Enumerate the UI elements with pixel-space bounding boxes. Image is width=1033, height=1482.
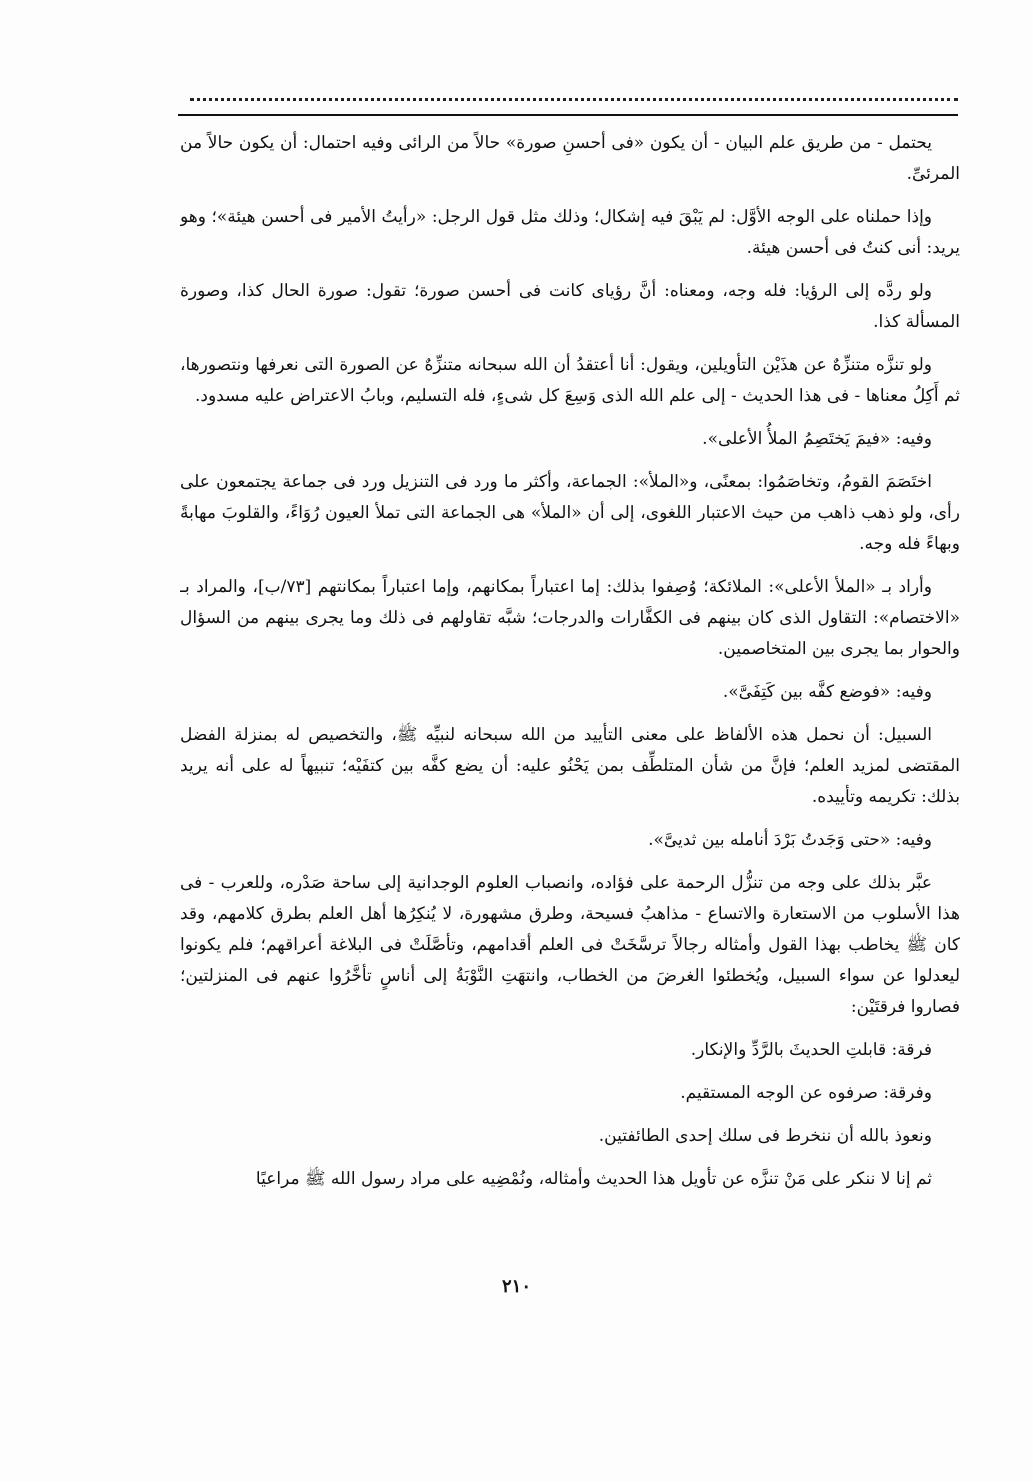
paragraph: السبيل: أن نحمل هذه الألفاظ على معنى التأييد من الله سبحانه لنبيِّه ﷺ، والتخصيص له بمنزلة الفضل المقتضى لمزيد العلم؛ فإنَّ من شأن المتلطِّف بمن يَحْنُو عليه: أن يضع كفَّه بين كتفَيْه؛ تنبيهاً له على أنه يريد بذلك: تكريمه وتأييده. xyxy=(180,725,960,807)
paragraph: وأراد بـ «الملأ الأعلى»: الملائكة؛ وُصِفوا بذلك: إما اعتباراً بمكانهم، وإما اعتباراً بمكانتهم [٧٣/ب]، والمراد بـ «الاختصام»: التقاول الذى كان بينهم فى الكفَّارات والدرجات؛ شبَّه تقاولهم فى ذلك وما يجرى بينهم من السؤال والحوار بما يجرى بين المتخاصمين. xyxy=(180,577,960,659)
header-rule xyxy=(178,114,958,116)
paragraph: وفيه: «فيمَ يَختَصِمُ الملأُ الأعلى». xyxy=(702,429,932,449)
paragraph: ثم إنا لا ننكر على مَنْ تنزَّه عن تأويل هذا الحديث وأمثاله، ونُمْضِيه على مراد رسول الله ﷺ مراعيًا xyxy=(255,1169,932,1189)
paragraph: اختَصَمَ القومُ، وتخاصَمُوا: بمعنًى، و«الملأ»: الجماعة، وأكثر ما ورد فى التنزيل ورد فى جماعة يجتمعون على رأى، ولو ذهب ذاهب من حيث الاعتبار اللغوى، إلى أن «الملأ» هى الجماعة التى تملأ العيون رُوَاءً، والقلوبَ مهابةً وبهاءً فله وجه. xyxy=(180,472,960,554)
paragraph: فرقة: قابلتِ الحديثَ بالرَّدِّ والإنكار. xyxy=(690,1040,932,1060)
header-dotted-line xyxy=(190,88,958,101)
page-number: ٢١٠ xyxy=(501,1276,531,1297)
paragraph: وفرقة: صرفوه عن الوجه المستقيم. xyxy=(680,1083,932,1103)
paragraph: وفيه: «حتى وَجَدتُ بَرْدَ أنامله بين ثديىَّ». xyxy=(648,830,932,850)
paragraph: ونعوذ بالله أن ننخرط فى سلك إحدى الطائفتين. xyxy=(598,1126,932,1146)
paragraph: ولو ردَّه إلى الرؤيا: فله وجه، ومعناه: أنَّ رؤياى كانت فى أحسن صورة؛ تقول: صورة الحال كذا، وصورة المسألة كذا. xyxy=(180,281,960,332)
paragraph: ولو تنزَّه متنزِّهٌ عن هذَيْن التأويلين، ويقول: أنا أعتقدُ أن الله سبحانه متنزِّهٌ عن الصورة التى نعرفها ونتصورها، ثم أَكِلُ معناها - فى هذا الحديث - إلى علم الله الذى وَسِعَ كل شىءٍ، فله التسليم، وبابُ الاعتراض عليه مسدود. xyxy=(180,355,960,406)
paragraph: عبَّر بذلك على وجه من تنزُّل الرحمة على فؤاده، وانصباب العلوم الوجدانية إلى ساحة صَدْره، وللعرب - فى هذا الأسلوب من الاستعارة والاتساع - مذاهبُ فسيحة، وطرق مشهورة، لا يُنكِرُها أهل العلم بطرق كلامهم، وقد كان ﷺ يخاطب بهذا القول وأمثاله رجالاً ترسَّخَتْ فى العلم أقدامهم، وتأصَّلَتْ فى البلاغة أعراقهم؛ فلم يكونوا ليعدلوا عن سواء السبيل، ويُخطئوا الغرضَ من الخطاب، وانتهَتِ النَّوْبَةُ إلى أناسٍ تأخَّرُوا عنهم فى المنزلتين؛ فصاروا فرقتَيْن: xyxy=(180,873,960,1017)
paragraph: وإذا حملناه على الوجه الأوَّل: لم يَبْقَ فيه إشكال؛ وذلك مثل قول الرجل: «رأيتُ الأمير فى أحسن هيئة»؛ وهو يريد: أنى كنتُ فى أحسن هيئة. xyxy=(180,207,960,258)
paragraph: وفيه: «فوضع كفَّه بين كَتِفَىَّ». xyxy=(722,682,932,702)
body-text xyxy=(180,128,960,1278)
paragraph: يحتمل - من طريق علم البيان - أن يكون «فى أحسنِ صورة» حالاً من الرائى وفيه احتمال: أن يكون حالاً من المرئىِّ. xyxy=(180,133,960,184)
